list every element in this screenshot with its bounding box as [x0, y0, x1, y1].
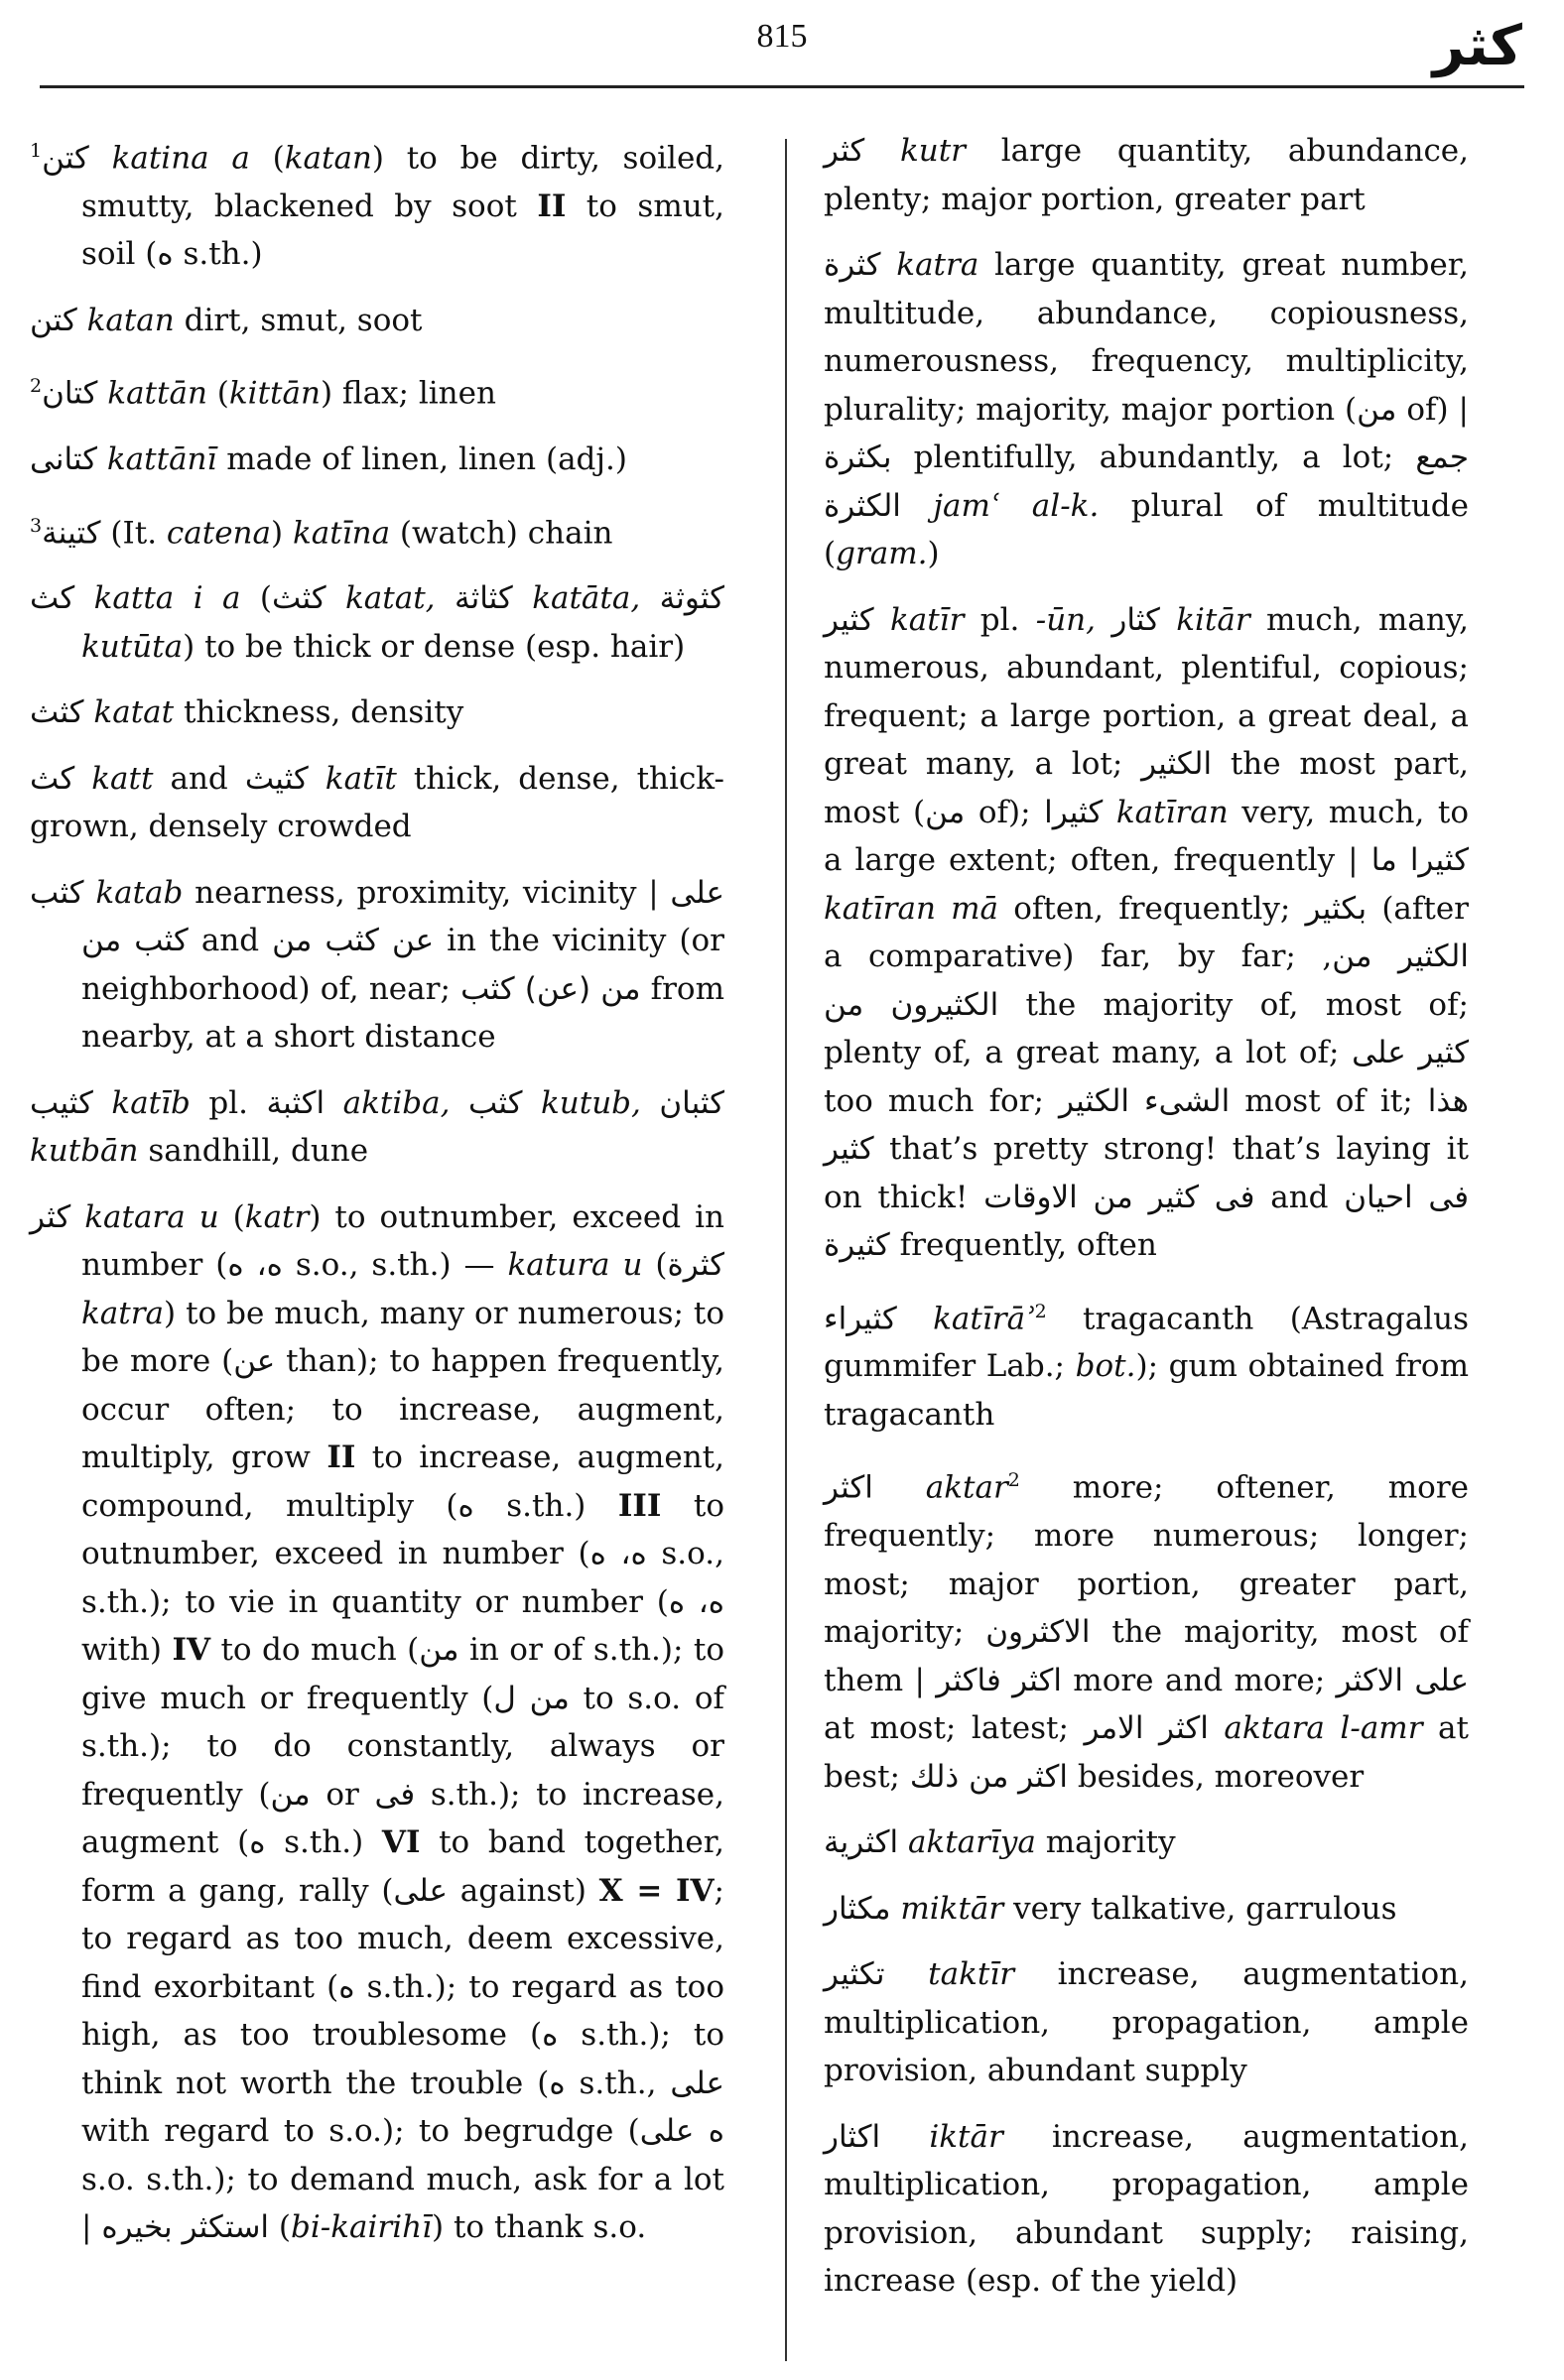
arabic-word: كث: [30, 760, 75, 797]
definition-text: increase, augmentation, multiplication, propagation, ample provision, abundant supply; raising, increase (esp. of the yield): [824, 2118, 1470, 2300]
definition-text: [450, 1085, 467, 1121]
arabic-word: كثبان: [659, 1084, 725, 1121]
arabic-word: على: [670, 2065, 724, 2101]
dictionary-entry: [30, 297, 724, 345]
definition-text: the majority, most of them |: [824, 1614, 1470, 1698]
arabic-word: فى كثير من الاوقات: [983, 1179, 1255, 1215]
definition-text: [885, 1956, 929, 1992]
transliteration: katan: [284, 140, 372, 177]
arabic-word: مكثار: [824, 1890, 891, 1927]
transliteration: catena: [166, 514, 272, 551]
definition-text: to s.o. of s.th.); to do constantly, always or frequently (: [81, 1680, 724, 1813]
definition-text: s.th.): [265, 1824, 382, 1861]
definition-text: (: [218, 1198, 245, 1235]
page-number: 815: [756, 18, 808, 55]
definition-text: than); to happen frequently, occur often; to increase, augment, multiply, grow: [81, 1343, 724, 1476]
definition-text: to do much (: [210, 1632, 420, 1669]
arabic-word: اكثرية: [824, 1824, 899, 1861]
definition-text: [1160, 602, 1176, 638]
transliteration: kattān: [107, 375, 207, 412]
definition-text: dirt, smut, soot: [174, 302, 423, 338]
definition-text: [84, 694, 94, 730]
definition-text: [74, 580, 93, 616]
transliteration: katta i a: [93, 580, 241, 617]
homonym-number: 2: [1034, 1300, 1047, 1322]
dictionary-entry: [824, 127, 1469, 223]
definition-text: nearness, proximity, vicinity |: [183, 874, 671, 911]
definition-text: [891, 1891, 901, 1927]
arabic-word: هذا كثير: [824, 1082, 1469, 1167]
definition-text: ,: [1322, 939, 1333, 974]
arabic-word: الكثير: [1141, 746, 1213, 782]
transliteration: gram.: [836, 536, 928, 571]
right-column: [824, 127, 1469, 2323]
dictionary-entry: [824, 1885, 1469, 1934]
arabic-word: اكثر الامر: [1084, 1710, 1209, 1747]
arabic-word: كثوثة: [659, 580, 725, 617]
transliteration: kittān: [228, 375, 321, 412]
arabic-word: من: [1357, 391, 1397, 428]
arabic-word: بكثير: [1305, 890, 1368, 927]
header-rule: [40, 85, 1524, 88]
definition-text: [898, 1824, 908, 1860]
dictionary-entry: [824, 2113, 1469, 2306]
arabic-word: كثيراء: [824, 1300, 897, 1336]
arabic-word: من: [419, 1632, 459, 1669]
definition-text: of);: [965, 794, 1045, 830]
definition-text: ); gum obtained from tragacanth: [824, 1348, 1469, 1433]
definition-text: [1103, 795, 1116, 830]
arabic-word: الكثير من: [1332, 939, 1469, 974]
definition-text: very, much, to a large extent; often, frequently |: [824, 794, 1469, 878]
definition-text: [901, 488, 933, 524]
dictionary-entry: [824, 1950, 1469, 2095]
arabic-word: كتن: [42, 140, 89, 177]
arabic-word: كثير على: [1352, 1035, 1469, 1070]
definition-text: s.th.); to think not worth the trouble (: [81, 2017, 724, 2101]
definition-text: the most part, most (: [824, 746, 1470, 830]
definition-text: [1096, 602, 1111, 638]
verb-form-numeral: III: [617, 1487, 662, 1524]
transliteration: aktarīya: [907, 1824, 1036, 1861]
transliteration: katra: [896, 247, 979, 283]
definition-text: against): [448, 1872, 599, 1909]
arabic-word: على الاكثر: [1336, 1662, 1469, 1698]
dictionary-entry: [30, 1193, 724, 2252]
transliteration: miktār: [900, 1890, 1004, 1927]
arabic-word: ه: [249, 1824, 266, 1861]
transliteration: katīt: [325, 760, 397, 797]
definition-text: ): [927, 536, 940, 571]
definition-text: the majority of, most of; plenty of, a great many, a lot of;: [824, 986, 1469, 1070]
arabic-word: كثث: [272, 580, 326, 617]
dictionary-entry: [30, 127, 724, 279]
arabic-word: كتن: [30, 302, 77, 338]
transliteration: katīna: [292, 514, 391, 551]
dictionary-entry: [824, 596, 1469, 1270]
dictionary-entry: [30, 1079, 724, 1176]
definition-text: [880, 247, 896, 283]
arabic-word: على كثب من: [81, 874, 725, 959]
arabic-word: ه: [457, 1487, 474, 1524]
arabic-word: اكثر فاكثر: [936, 1662, 1062, 1698]
definition-text: frequently, often: [889, 1227, 1157, 1263]
column-divider: [785, 139, 787, 2361]
arabic-word: فى: [374, 1776, 416, 1813]
definition-text: [513, 580, 532, 616]
dictionary-entry: [824, 1818, 1469, 1867]
transliteration: aktar: [925, 1469, 1008, 1506]
definition-text: s.th.); to regard as too high, as too troublesome (: [81, 1968, 724, 2054]
transliteration: aktara l-amr: [1224, 1710, 1423, 1747]
transliteration: katab: [95, 874, 184, 911]
definition-text: tragacanth (Astragalus gummifer Lab.;: [824, 1300, 1469, 1385]
transliteration: kutr: [899, 133, 966, 169]
homonym-number: 1: [30, 140, 43, 162]
definition-text: very talkative, garrulous: [1003, 1890, 1397, 1927]
definition-text: [97, 376, 107, 412]
definition-text: large quantity, abundance, plenty; major portion, greater part: [824, 133, 1469, 217]
arabic-word: كثيرا ما: [1370, 842, 1469, 878]
transliteration: katara u: [84, 1198, 219, 1235]
arabic-word: ه على: [639, 2113, 724, 2150]
homonym-number: 2: [1007, 1469, 1020, 1492]
arabic-word: من ل: [493, 1680, 570, 1716]
arabic-word: كثاثة: [454, 580, 513, 617]
definition-text: plentifully, abundantly, a lot;: [891, 439, 1416, 475]
arabic-word: كثرة: [667, 1247, 724, 1284]
transliteration: katīb: [111, 1084, 191, 1121]
definition-text: or: [310, 1776, 375, 1813]
arabic-word: من (عن) كثب: [460, 970, 641, 1007]
header-word: كثر: [1432, 14, 1522, 78]
definition-text: s.o., s.th.) —: [282, 1247, 508, 1284]
verb-form-numeral: II: [537, 188, 567, 224]
definition-text: majority: [1035, 1824, 1176, 1861]
definition-text: pl.: [964, 601, 1036, 638]
definition-text: [89, 140, 112, 176]
definition-text: much, many, numerous, abundant, plentiful, copious; frequent; a large portion, a great deal, a great many, a lot;: [824, 601, 1470, 782]
definition-text: from nearby, at a short distance: [81, 970, 724, 1056]
arabic-word: جمع الكثرة: [824, 439, 1469, 524]
definition-text: ) to outnumber, exceed in number (: [81, 1198, 724, 1284]
arabic-word: كثار: [1111, 601, 1160, 638]
transliteration: katt: [91, 760, 154, 797]
definition-text: ; to regard as too much, deem excessive, find exorbitant (: [81, 1872, 724, 2005]
definition-text: (: [240, 580, 273, 617]
dictionary-entry: [30, 574, 724, 671]
transliteration: -ūn,: [1035, 601, 1096, 638]
arabic-word: على: [393, 1872, 449, 1909]
definition-text: ) to be dirty, soiled, smutty, blackened by soot: [81, 140, 724, 224]
transliteration: katina a: [111, 140, 250, 177]
definition-text: s.th.,: [565, 2065, 671, 2101]
left-column: [30, 127, 724, 2270]
transliteration: iktār: [929, 2118, 1003, 2155]
verb-form-numeral: II: [326, 1440, 356, 1476]
arabic-word: الكثيرون من: [824, 986, 999, 1023]
dictionary-entry: [30, 362, 724, 418]
arabic-word: عن كثب من: [272, 923, 435, 959]
transliteration: katāta,: [532, 580, 641, 617]
definition-text: (after a comparative) far, by far;: [824, 890, 1470, 974]
dictionary-entry: [30, 689, 724, 737]
transliteration: katīr: [889, 601, 965, 638]
arabic-word: تكثير: [824, 1956, 885, 1993]
arabic-word: كثيرا: [1044, 794, 1104, 830]
definition-text: ) to be thick or dense (esp. hair): [183, 628, 686, 665]
transliteration: kutub,: [541, 1084, 641, 1121]
arabic-word: الشىء الكثير: [1059, 1082, 1231, 1119]
transliteration: bot.: [1075, 1348, 1136, 1385]
verb-form-numeral: VI: [381, 1824, 421, 1861]
homonym-number: 3: [30, 514, 43, 537]
arabic-word: كتان: [42, 375, 98, 412]
arabic-word: كث: [30, 580, 75, 617]
definition-text: pl.: [190, 1084, 267, 1121]
arabic-word: كتانى: [30, 441, 98, 478]
arabic-word: الاكثرون: [985, 1614, 1091, 1651]
arabic-word: كثب: [467, 1084, 523, 1121]
arabic-word: ه، ه: [227, 1247, 283, 1284]
arabic-word: ه: [338, 1968, 355, 2005]
definition-text: [873, 1470, 926, 1506]
definition-text: ) to thank s.o.: [432, 2209, 647, 2246]
arabic-word: ه: [549, 2065, 566, 2101]
definition-text: [864, 133, 900, 169]
definition-text: with): [81, 1632, 173, 1669]
definition-text: [77, 303, 87, 338]
verb-form-numeral: IV: [172, 1632, 210, 1669]
definition-text: in the vicinity (or neighborhood) of, near;: [81, 923, 724, 1007]
definition-text: s.th.); to increase, augment (: [81, 1776, 724, 1861]
transliteration: jamʿ al-k.: [933, 487, 1100, 524]
definition-text: [325, 1085, 342, 1121]
definition-text: besides, moreover: [1067, 1758, 1365, 1795]
definition-text: and: [188, 923, 273, 959]
transliteration: katr: [244, 1198, 310, 1235]
definition-text: [874, 602, 890, 638]
definition-text: s.o., s.th.); to vie in quantity or number (: [81, 1536, 724, 1620]
definition-text: [326, 580, 345, 616]
arabic-word: ه: [542, 2017, 559, 2054]
definition-text: to band together, form a gang, rally (: [81, 1824, 725, 1909]
definition-text: large quantity, great number, multitude, abundance, copiousness, numerousness, frequency, multiplicity, plurality; majority, major portion (: [824, 247, 1470, 428]
arabic-word: كثر: [824, 133, 865, 169]
definition-text: in or of s.th.); to give much or frequently (: [81, 1632, 725, 1716]
arabic-word: استكثر بخيره: [101, 2209, 270, 2246]
definition-text: [436, 580, 455, 616]
definition-text: [897, 1301, 933, 1336]
definition-text: s.th.): [473, 1487, 618, 1524]
definition-text: most of it;: [1230, 1082, 1428, 1119]
definition-text: [74, 761, 91, 797]
arabic-word: من: [270, 1776, 311, 1813]
definition-text: [1209, 1710, 1225, 1746]
transliteration: katura u: [507, 1247, 643, 1284]
definition-text: at best;: [824, 1710, 1469, 1795]
definition-text: plural of multitude (: [824, 487, 1469, 571]
arabic-word: كتينة: [42, 514, 101, 551]
definition-text: ) to be much, many or numerous; to be more (: [81, 1295, 724, 1380]
dictionary-entry: [30, 436, 724, 484]
arabic-word: كثيب: [30, 1084, 93, 1121]
definition-text: too much for;: [824, 1082, 1060, 1119]
arabic-word: ه، ه: [589, 1536, 647, 1572]
definition-text: (: [206, 375, 229, 412]
definition-text: (: [269, 2209, 291, 2246]
arabic-word: ه، ه: [668, 1583, 725, 1620]
transliteration: katan: [86, 302, 175, 338]
arabic-word: عن: [233, 1343, 276, 1380]
definition-text: (: [249, 140, 285, 177]
transliteration: katat,: [345, 580, 436, 617]
definition-text: made of linen, linen (adj.): [216, 441, 627, 478]
dictionary-entry: [30, 869, 724, 1062]
definition-text: [640, 580, 659, 616]
definition-text: thick, dense, thick-grown, densely crowded: [30, 760, 725, 845]
definition-text: that’s pretty strong! that’s laying it on thick!: [824, 1131, 1469, 1215]
definition-text: s.o. s.th.); to demand much, ask for a lot |: [81, 2161, 724, 2246]
definition-text: [93, 1085, 111, 1121]
arabic-word: كثب: [30, 874, 84, 911]
transliteration: katat: [93, 694, 175, 731]
definition-text: s.th.): [173, 236, 263, 273]
arabic-word: ه: [157, 236, 174, 273]
definition-text: often, frequently;: [998, 890, 1306, 927]
definition-text: more and more;: [1061, 1662, 1337, 1698]
definition-text: (It.: [100, 514, 167, 551]
transliteration: kitār: [1176, 601, 1250, 638]
definition-text: of) |: [1396, 391, 1469, 428]
transliteration: bi-kairihī: [290, 2209, 433, 2246]
definition-text: (watch) chain: [390, 514, 613, 551]
arabic-word: من: [925, 794, 966, 830]
definition-text: [309, 761, 326, 797]
definition-text: [97, 441, 107, 477]
transliteration: katra: [81, 1295, 165, 1331]
transliteration: kutbān: [30, 1133, 139, 1170]
transliteration: taktīr: [928, 1956, 1015, 1993]
definition-text: and: [1254, 1179, 1345, 1215]
transliteration: kutūta: [81, 628, 184, 665]
arabic-word: كثيث: [244, 760, 309, 797]
dictionary-entry: [824, 241, 1469, 578]
definition-text: to outnumber, exceed in number (: [81, 1487, 724, 1572]
homonym-number: 2: [30, 375, 43, 398]
arabic-word: اكثر: [824, 1469, 873, 1506]
definition-text: to increase, augment, compound, multiply (: [81, 1440, 724, 1524]
arabic-word: كثث: [30, 694, 84, 731]
definition-text: with regard to s.o.); to begrudge (: [81, 2113, 640, 2150]
definition-text: [880, 2119, 929, 2155]
definition-text: at most; latest;: [824, 1710, 1085, 1747]
arabic-word: فى احيان كثيرة: [824, 1179, 1470, 1263]
definition-text: ) flax; linen: [320, 375, 496, 412]
definition-text: [70, 1199, 84, 1235]
transliteration: katīran: [1115, 794, 1229, 830]
arabic-word: كثير: [824, 601, 874, 638]
arabic-word: كثرة: [824, 247, 881, 283]
definition-text: [523, 1085, 541, 1121]
transliteration: katīrāʾ: [933, 1300, 1035, 1336]
dictionary-entry: [824, 1456, 1469, 1801]
arabic-word: اكثار: [824, 2118, 881, 2155]
definition-text: (: [642, 1247, 668, 1284]
definition-text: increase, augmentation, multiplication, propagation, ample provision, abundant supply: [824, 1956, 1469, 2089]
definition-text: ): [271, 514, 293, 551]
definition-text: more; oftener, more frequently; more numerous; longer; most; major portion, greater part, majority;: [824, 1469, 1469, 1651]
arabic-word: اكثبة: [266, 1084, 326, 1121]
arabic-word: بكثرة: [824, 439, 892, 475]
definition-text: [84, 875, 96, 911]
definition-text: and: [153, 760, 245, 797]
dictionary-entry: [824, 1288, 1469, 1440]
transliteration: aktiba,: [342, 1084, 451, 1121]
definition-text: to smut, soil (: [81, 188, 724, 273]
arabic-word: اكثر من ذلك: [909, 1758, 1068, 1795]
definition-text: sandhill, dune: [138, 1133, 369, 1170]
dictionary-entry: [30, 755, 724, 851]
transliteration: kattānī: [106, 441, 217, 478]
definition-text: thickness, density: [174, 694, 464, 731]
transliteration: katīran mā: [824, 890, 999, 927]
definition-text: [641, 1085, 659, 1121]
arabic-word: كثر: [30, 1198, 71, 1235]
dictionary-entry: [30, 502, 724, 558]
verb-form-numeral: X = IV: [598, 1872, 715, 1909]
